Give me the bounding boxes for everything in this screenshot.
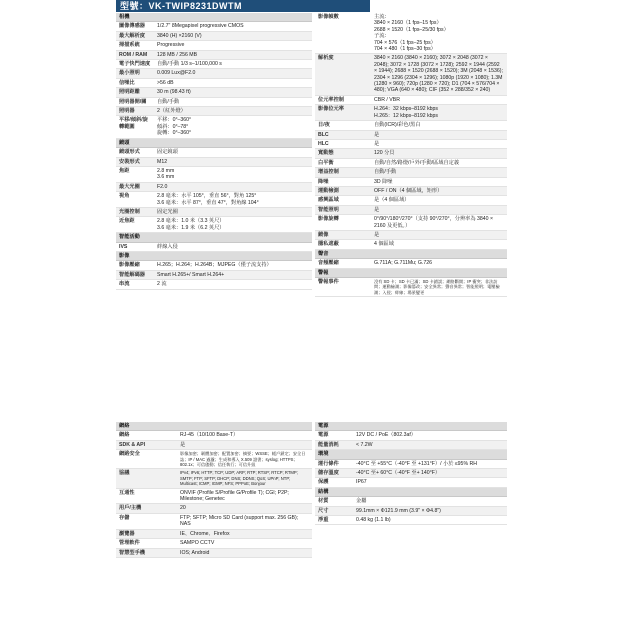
- spec-row: [116, 22, 312, 31]
- spec-label: 影像位元率: [318, 106, 344, 113]
- spec-row: [315, 168, 507, 177]
- spec-row: [116, 41, 312, 50]
- spec-label: 照明距離: [119, 89, 140, 96]
- spec-label: 解析度: [318, 55, 334, 62]
- spec-row: [116, 192, 312, 208]
- spec-row: [116, 489, 312, 505]
- spec-row: [315, 231, 507, 240]
- spec-value: 2.8 毫米：水平 105°，垂直 56°，對角 125° 3.6 毫米：水平 87°，垂直 47°，對角線 104°: [157, 193, 259, 206]
- spec-value: 自動/手動 1/3 s–1/100,000 s: [157, 61, 222, 68]
- spec-value: 0°/90°/180°/270°（支持 90°/270°，分辨率為 3840 × 2160 及更低。）: [374, 216, 493, 229]
- spec-label: 掃描系統: [119, 42, 140, 49]
- spec-label: 網路安全: [119, 451, 140, 458]
- spec-row: [315, 178, 507, 187]
- spec-value: 是: [374, 231, 380, 238]
- spec-value: 自動/手動: [374, 169, 397, 176]
- spec-row: [315, 131, 507, 140]
- spec-value: FTP; SFTP; Micro SD Card (support max. 256 GB); NAS: [180, 514, 299, 528]
- spec-row: [315, 149, 507, 158]
- section-header: 影像: [116, 252, 312, 261]
- spec-value: SAMPO CCTV: [180, 540, 215, 547]
- spec-label: 存儲: [119, 514, 130, 521]
- spec-row: [116, 504, 312, 513]
- spec-value: ONVIF (Profile S/Profile G/Profile T); CGI; P2P; Milestone; Genetec: [180, 489, 289, 503]
- spec-value: 99.1mm × Φ121.9 mm (3.9" × Φ4.8"): [356, 507, 441, 514]
- spec-value: 是: [180, 441, 186, 448]
- spec-row: [315, 278, 507, 297]
- spec-row: [315, 215, 507, 231]
- spec-row: [315, 441, 507, 450]
- spec-row: [315, 54, 507, 95]
- spec-value: 絆線入侵: [157, 243, 178, 250]
- spec-row: [116, 98, 312, 107]
- spec-label: 智慧型手機: [119, 549, 145, 556]
- spec-row: [116, 148, 312, 157]
- spec-value: Smart H.265+/ Smart H.264+: [157, 271, 225, 278]
- spec-label: 電子快門速度: [119, 61, 151, 68]
- spec-label: 鏡頭形式: [119, 149, 140, 156]
- spec-label: 最大解析度: [119, 32, 145, 39]
- spec-row: [116, 530, 312, 539]
- spec-row: [116, 167, 312, 183]
- spec-value: 2（紅外燈）: [157, 108, 186, 115]
- spec-label: IVS: [119, 243, 128, 250]
- spec-label: 管理軟件: [119, 540, 140, 547]
- spec-label: 瀏覽器: [119, 530, 135, 537]
- spec-value: 2 流: [157, 281, 167, 288]
- spec-label: 平移/傾斜/旋轉範圍: [119, 117, 148, 130]
- section-header: 網絡: [116, 422, 312, 431]
- spec-value: 固定光圈: [157, 208, 178, 215]
- spec-value: IOS; Android: [180, 549, 210, 556]
- spec-row: [116, 158, 312, 167]
- spec-label: 材質: [318, 498, 329, 505]
- spec-label: ROM / RAM: [119, 51, 148, 58]
- spec-row: [116, 549, 312, 558]
- spec-row: [116, 431, 312, 440]
- spec-value: IPv4; IPv6; HTTP; TCP; UDP; ARP; RTP; RTSP; RTCP; RTMP; SMTP; FTP; SFTP; DHCP; DNS; DDNS; QoS; UPnP; NTP; Multicast; ICMP; IGMP; NFS; PPPoE; Bonjour: [180, 470, 298, 487]
- spec-label: 用戶/主機: [119, 505, 142, 512]
- spec-value: 1/2.7" 8Megapixel progressive CMOS: [157, 23, 244, 30]
- spec-value: H.264：32 kbps–8192 kbps H.265：12 kbps–8192 kbps: [374, 106, 439, 119]
- spec-row: [315, 206, 507, 215]
- section-header: 環境: [315, 450, 507, 459]
- spec-label: 串流: [119, 281, 130, 288]
- spec-label: 安裝形式: [119, 158, 140, 165]
- spec-row: [116, 69, 312, 78]
- spec-label: 互通性: [119, 489, 135, 496]
- spec-label: 隱私遮蔽: [318, 241, 339, 248]
- spec-value: 2.8 毫米：1.0 米（3.3 英尺） 3.6 毫米：1.9 米（6.2 英尺）: [157, 218, 225, 231]
- spec-label: 電源: [318, 432, 329, 439]
- spec-value: 3D 降噪: [374, 178, 393, 185]
- spec-row: [116, 79, 312, 88]
- spec-value: 平移：0°–360° 傾斜：0°–78° 旋轉：0°–360°: [157, 117, 192, 137]
- spec-label: 音頻壓縮: [318, 260, 339, 267]
- spec-value: -40°C 至 +55°C（-40°F 至 +131°F）/ 小於 ≤95% RH: [356, 460, 477, 467]
- spec-value: 128 MB / 256 MB: [157, 51, 198, 58]
- spec-value: 主流： 3840 × 2160（1 fps–15 fps） 2688 × 1520（1 fps–25/30 fps） 子流： 704 × 576（1 fps–25 fps） 704 × 480（1 fps–30 fps）: [374, 14, 449, 53]
- spec-row: [116, 88, 312, 97]
- spec-value: M12: [157, 158, 168, 165]
- spec-value: 是: [374, 131, 380, 138]
- spec-value: 是: [374, 140, 380, 147]
- spec-label: 智能照明: [318, 206, 339, 213]
- spec-label: 影像旋轉: [318, 216, 339, 223]
- spec-label: 運動檢測: [318, 187, 339, 194]
- spec-row: [315, 105, 507, 121]
- spec-value: 自動/自然/路燈/戶外/手動/區域自定義: [374, 159, 460, 166]
- spec-value: 3840 × 2160 (3840 × 2160); 3072 × 2048 (3072 × 2048); 3072 × 1728 (3072 × 1728); 2592 × 1944 (2592 × 1944); 2688 × 1520 (2688 × 1520); 3M (2048 × 1536); 2304 × 1296 (2304 × 1296); 1080p (1920 × 1080); 1.3M (1280 × 960); 720p (1280 × 720); D1 (704 × 576/704 × 480); VGA (640 × 480); CIF (352 × 288/352 × 240): [374, 55, 503, 94]
- spec-label: SDK & API: [119, 441, 146, 448]
- spec-value: 自動/手動: [157, 98, 180, 105]
- spec-value: < 7.2W: [356, 441, 373, 448]
- spec-label: 照明器開/關: [119, 98, 147, 105]
- spec-row: [116, 243, 312, 252]
- spec-value: IE、Chrome、Firefox: [180, 530, 230, 537]
- spec-label: 鏡像: [318, 231, 329, 238]
- spec-value: Progressive: [157, 42, 185, 49]
- spec-row: [116, 469, 312, 488]
- spec-label: 警報事件: [318, 279, 339, 285]
- section-header: 結構: [315, 488, 507, 497]
- spec-label: 協議: [119, 470, 130, 477]
- spec-row: [315, 121, 507, 130]
- section-header: 聲音: [315, 250, 507, 259]
- spec-row: [315, 469, 507, 478]
- spec-label: 照明器: [119, 108, 135, 115]
- spec-value: -40°C 至+ 60°C（-40°F 至+ 140°F）: [356, 470, 441, 477]
- spec-value: >56 dB: [157, 79, 174, 86]
- spec-row: [116, 32, 312, 41]
- spec-label: 降噪: [318, 178, 329, 185]
- spec-row: [315, 196, 507, 205]
- spec-value: 固定鏡頭: [157, 149, 178, 156]
- spec-row: [116, 280, 312, 289]
- spec-row: [315, 460, 507, 469]
- spec-row: [116, 514, 312, 530]
- spec-label: 增益控制: [318, 169, 339, 176]
- spec-row: [116, 107, 312, 116]
- spec-value: 是: [374, 206, 380, 213]
- spec-row: [315, 159, 507, 168]
- section-header: 警報: [315, 269, 507, 278]
- spec-row: [116, 116, 312, 138]
- spec-row: [315, 13, 507, 54]
- section-header: 智能活動: [116, 233, 312, 242]
- spec-label: 淨重: [318, 517, 329, 524]
- spec-value: 4 個區域: [374, 241, 394, 248]
- spec-label: 圖像傳感器: [119, 23, 145, 30]
- model-title: 型號：VK-TWIP8231DWTM: [116, 0, 370, 12]
- spec-label: 寬動態: [318, 150, 334, 157]
- spec-label: 位元率控制: [318, 96, 344, 103]
- spec-row: [116, 183, 312, 192]
- spec-row: [116, 441, 312, 450]
- spec-label: HLC: [318, 140, 329, 147]
- spec-label: 近焦距: [119, 218, 135, 225]
- spec-row: [116, 217, 312, 233]
- spec-row: [116, 208, 312, 217]
- spec-label: 影像壓縮: [119, 262, 140, 269]
- spec-row: [116, 60, 312, 69]
- spec-label: 運行條件: [318, 460, 339, 467]
- spec-label: 感興區域: [318, 197, 339, 204]
- spec-label: 智能解碼器: [119, 271, 145, 278]
- spec-value: 20: [180, 505, 186, 512]
- spec-value: 3840 (H) ×2160 (V): [157, 32, 202, 39]
- spec-value: 0.48 kg (1.1 lb): [356, 517, 391, 524]
- spec-value: 沒有 SD 卡；SD 卡已滿；SD 卡錯誤；網絡斷開；IP 衝突；非法訪問；運動檢測；影像篡改；安全異常；聲音異常；智能照明；電壓檢測；入侵；絆線；場景變更: [374, 279, 500, 295]
- spec-value: RJ-45（10/100 Base-T）: [180, 432, 239, 439]
- spec-column-video: [315, 13, 507, 297]
- spec-row: [315, 140, 507, 149]
- section-header: 鏡頭: [116, 139, 312, 148]
- spec-label: 最小照明: [119, 70, 140, 77]
- spec-row: [315, 187, 507, 196]
- spec-row: [116, 539, 312, 548]
- spec-label: 儲存溫度: [318, 470, 339, 477]
- spec-column-power: [315, 422, 507, 525]
- spec-value: H.265；H.264；H.264B；MJPEG（僅子流支持）: [157, 262, 272, 269]
- spec-row: [315, 431, 507, 440]
- spec-label: 影像幀數: [318, 14, 339, 20]
- spec-value: G.711A; G.711Mu; G.726: [374, 260, 433, 267]
- spec-row: [315, 96, 507, 105]
- spec-row: [315, 478, 507, 487]
- spec-label: 信噪比: [119, 79, 135, 86]
- spec-label: 最大光圈: [119, 183, 140, 190]
- spec-row: [116, 261, 312, 270]
- spec-column-camera: [116, 13, 312, 290]
- spec-label: BLC: [318, 131, 329, 138]
- spec-label: 保護: [318, 479, 329, 486]
- spec-value: IP67: [356, 479, 367, 486]
- spec-label: 日/夜: [318, 122, 330, 129]
- spec-value: 自動(ICR)/彩色/黑白: [374, 122, 421, 129]
- spec-row: [116, 450, 312, 469]
- spec-label: 能量消耗: [318, 441, 339, 448]
- section-header: 電源: [315, 422, 507, 431]
- spec-value: 12V DC / PoE（802.3af）: [356, 432, 416, 439]
- spec-label: 尺寸: [318, 507, 329, 514]
- spec-value: 0.009 Lux@F2.0: [157, 70, 196, 77]
- spec-value: OFF / ON（4 個區域，矩形）: [374, 187, 443, 194]
- spec-value: 是（4 個區域）: [374, 197, 410, 204]
- spec-value: CBR / VBR: [374, 96, 400, 103]
- spec-value: 30 m (98.43 ft): [157, 89, 191, 96]
- spec-label: 網絡: [119, 432, 130, 439]
- spec-value: 影像加密；韌體加密；配置加密；摘要；WSSE；帳戶鎖定；安全日誌；IP / MAC 過濾；生成和導入 X.509 證書；syslog; HTTPS；802.1x；可信啟動；信任執行；可信升級: [180, 451, 306, 468]
- spec-value: 金屬: [356, 498, 367, 505]
- spec-value: 2.8 mm 3.6 mm: [157, 167, 175, 181]
- spec-row: [315, 240, 507, 249]
- spec-row: [315, 507, 507, 516]
- spec-label: 白平衡: [318, 159, 334, 166]
- spec-row: [315, 259, 507, 268]
- spec-row: [315, 497, 507, 506]
- section-header: 相機: [116, 13, 312, 22]
- spec-column-network: [116, 422, 312, 558]
- spec-row: [315, 516, 507, 525]
- spec-label: 焦距: [119, 167, 130, 174]
- spec-value: 120 分貝: [374, 150, 395, 157]
- spec-label: 光圈控制: [119, 208, 140, 215]
- spec-row: [116, 271, 312, 280]
- spec-label: 視角: [119, 193, 130, 200]
- spec-value: F2.0: [157, 183, 168, 190]
- spec-row: [116, 51, 312, 60]
